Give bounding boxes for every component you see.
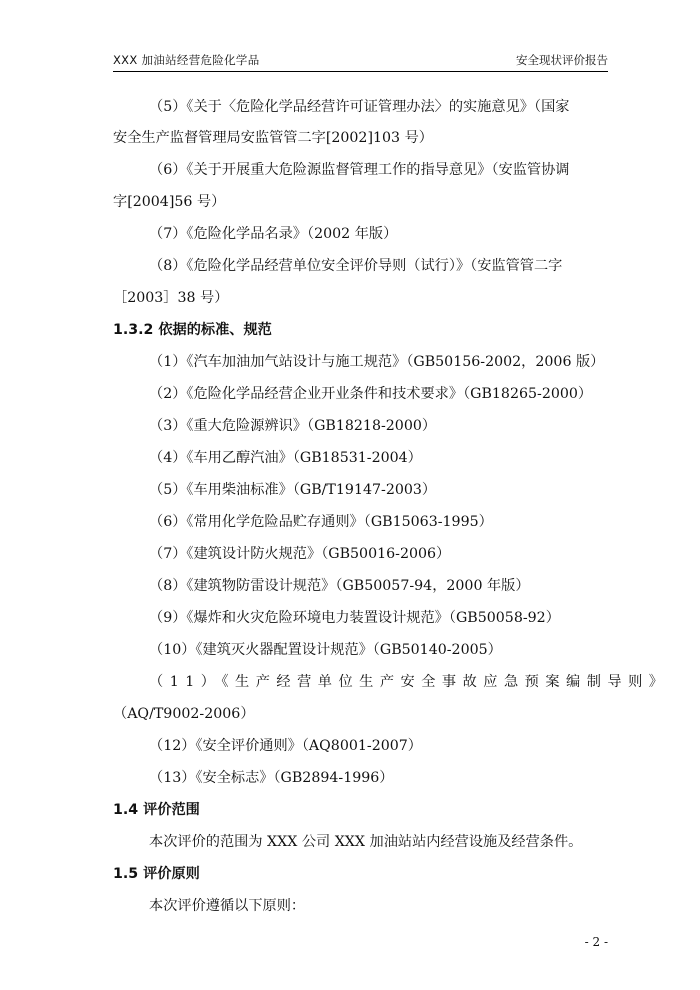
- paragraph: 本次评价遵循以下原则：: [149, 898, 306, 914]
- standard-item: （3）《重大危险源辨识》（GB18218-2000）: [149, 418, 437, 434]
- standard-item: （1）《汽车加油加气站设计与施工规范》（GB50156-2002，2006 版）: [149, 354, 605, 370]
- page-header: [113, 50, 608, 70]
- header-document-name: XXX 加油站经营危险化学品: [113, 53, 260, 67]
- standard-item: （7）《建筑设计防火规范》（GB50016-2006）: [149, 546, 451, 562]
- list-item: （8）《危险化学品经营单位安全评价导则（试行）》（安监管管二字: [149, 258, 563, 274]
- standard-item-continuation: （AQ/T9002-2006）: [113, 706, 255, 722]
- standard-item: （6）《常用化学危险品贮存通则》（GB15063-1995）: [149, 514, 493, 530]
- list-item: （7）《危险化学品名录》（2002 年版）: [149, 226, 398, 242]
- standard-item: （4）《车用乙醇汽油》（GB18531-2004）: [149, 450, 422, 466]
- standard-item: （2）《危险化学品经营企业开业条件和技术要求》（GB18265-2000）: [149, 386, 593, 402]
- header-rule: [113, 71, 608, 72]
- list-item-continuation: 安全生产监督管理局安监管管二字[2002]103 号）: [113, 130, 433, 146]
- header-report-title: 安全现状评价报告: [516, 53, 608, 67]
- standard-item: （12）《安全评价通则》（AQ8001-2007）: [149, 738, 422, 754]
- section-heading-1-4: 1.4 评价范围: [113, 802, 200, 818]
- list-item: （6）《关于开展重大危险源监督管理工作的指导意见》（安监管协调: [149, 162, 570, 178]
- section-heading-1-3-2: 1.3.2 依据的标准、规范: [113, 322, 272, 338]
- list-item: （5）《关于〈危险化学品经营许可证管理办法〉的实施意见》（国家: [149, 99, 570, 115]
- standard-item: （8）《建筑物防雷设计规范》（GB50057-94，2000 年版）: [149, 578, 530, 594]
- standard-item: （5）《车用柴油标准》（GB/T19147-2003）: [149, 482, 437, 498]
- standard-item: （13）《安全标志》（GB2894-1996）: [149, 770, 394, 786]
- list-item-continuation: 字[2004]56 号）: [113, 194, 226, 210]
- list-item-continuation: ［2003］38 号）: [113, 290, 229, 306]
- standard-item: （11）《生产经营单位生产安全事故应急预案编制导则》: [149, 674, 670, 690]
- page-number: - 2 -: [584, 935, 608, 949]
- section-heading-1-5: 1.5 评价原则: [113, 866, 200, 882]
- standard-item: （10）《建筑灭火器配置设计规范》（GB50140-2005）: [149, 642, 502, 658]
- paragraph: 本次评价的范围为 XXX 公司 XXX 加油站站内经营设施及经营条件。: [149, 834, 583, 850]
- standard-item: （9）《爆炸和火灾危险环境电力装置设计规范》（GB50058-92）: [149, 610, 560, 626]
